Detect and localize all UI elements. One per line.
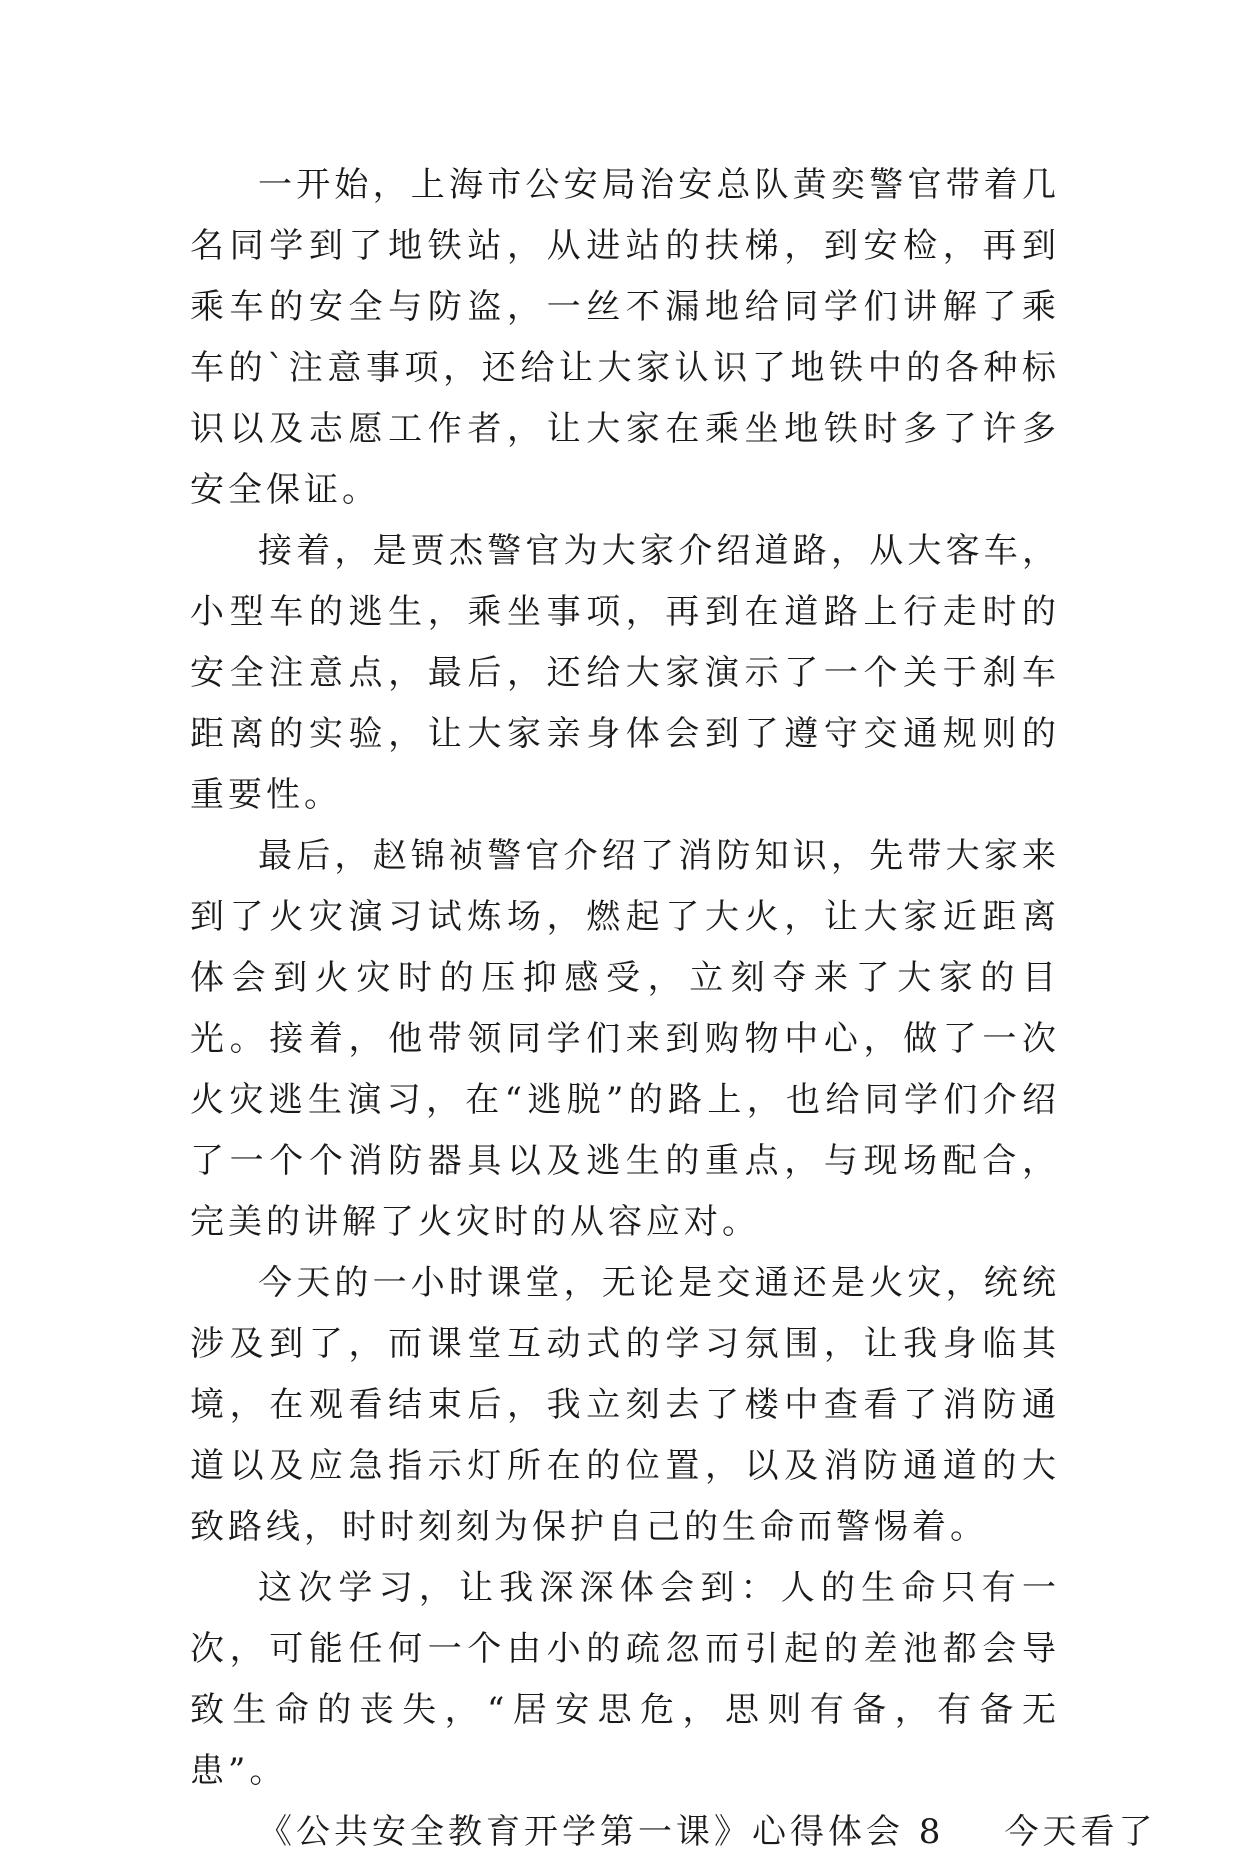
next-section-start: 今天看了 <box>1004 1812 1157 1852</box>
next-section-line <box>190 1802 1157 1863</box>
paragraph-2: 接着，是贾杰警官为大家介绍道路，从大客车，小型车的逃生，乘坐事项，再到在道路上行走时的安全注意点，最后，还给大家演示了一个关于刹车距离的实验，让大家亲身体会到了遵守交通规则的重要性。 <box>190 531 1060 815</box>
paragraph-3: 最后，赵锦祯警官介绍了消防知识，先带大家来到了火灾演习试炼场，燃起了大火，让大家近距离体会到火灾时的压抑感受，立刻夺来了大家的目光。接着，他带领同学们来到购物中心，做了一次火灾逃生演习，在“逃脱”的路上，也给同学们介绍了一个个消防器具以及逃生的重点，与现场配合，完美的讲解了火灾时的从容应对。 <box>190 836 1060 1242</box>
paragraph-5: 这次学习，让我深深体会到：人的生命只有一次，可能任何一个由小的疏忽而引起的差池都会导致生命的丧失，“居安思危，思则有备，有备无患”。 <box>190 1568 1060 1791</box>
paragraph-4: 今天的一小时课堂，无论是交通还是火灾，统统涉及到了，而课堂互动式的学习氛围，让我身临其境，在观看结束后，我立刻去了楼中查看了消防通道以及应急指示灯所在的位置，以及消防通道的大致路线，时时刻刻为保护自己的生命而警惕着。 <box>190 1263 1060 1547</box>
paragraph-1: 一开始，上海市公安局治安总队黄奕警官带着几名同学到了地铁站，从进站的扶梯，到安检，再到乘车的安全与防盗，一丝不漏地给同学们讲解了乘车的`注意事项，还给让大家认识了地铁中的各种标识以及志愿工作者，让大家在乘坐地铁时多了许多安全保证。 <box>190 165 1060 510</box>
document-body <box>190 155 1157 1863</box>
next-section-title: 《公共安全教育开学第一课》心得体会 8 <box>258 1812 945 1852</box>
